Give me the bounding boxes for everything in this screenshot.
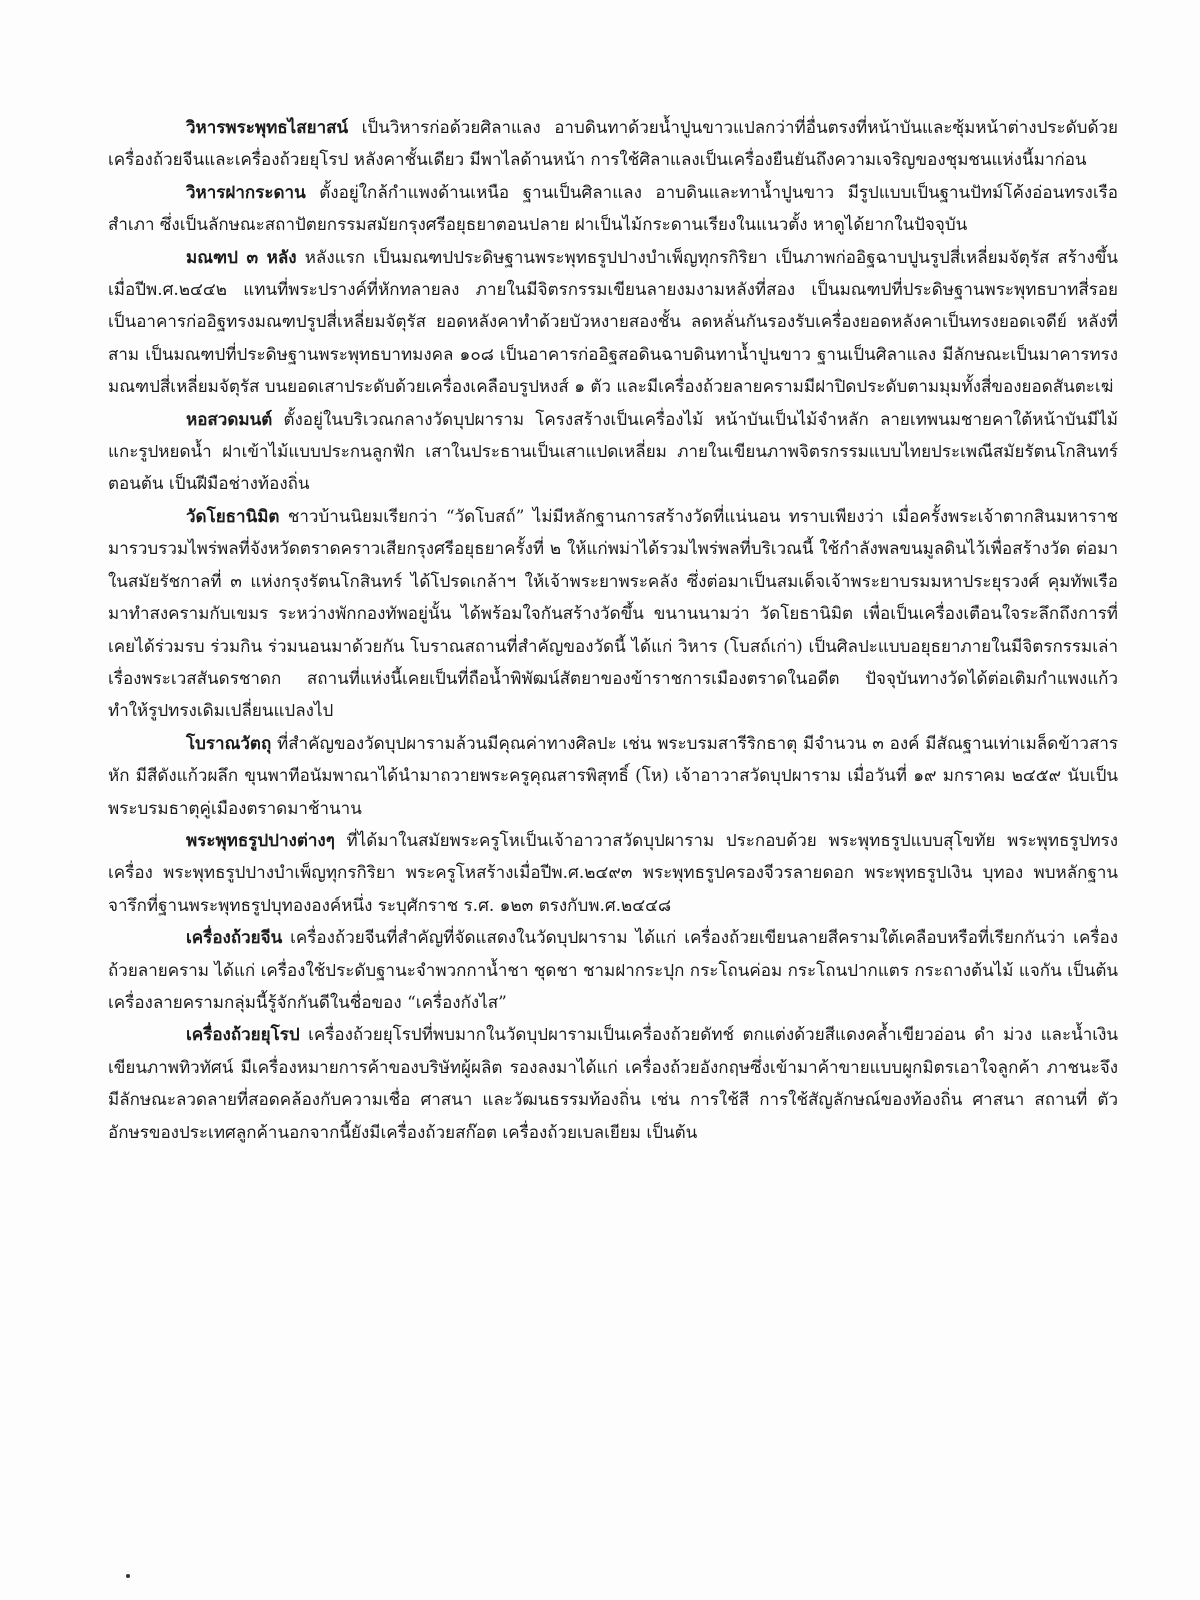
paragraph-body: ชาวบ้านนิยมเรียกว่า “วัดโบสถ์” ไม่มีหลักฐานการสร้างวัดที่แน่นอน ทราบเพียงว่า เมื่อครั้งพระเจ้าตากสินมหาราชมารวบรวมไพร่พลที่จังหวัดตราดคราวเสียกรุงศรีอยุธยาครั้งที่ ๒ ให้แก่พม่าได้รวมไพร่พลที่บริเวณนี้ ใช้กำลังพลขนมูลดินไว้เพื่อสร้างวัด ต่อมาในสมัยรัชกาลที่ ๓ แห่งกรุงรัตนโกสินทร์ ได้โปรดเกล้าฯ ให้เจ้าพระยาพระคลัง ซึ่งต่อมาเป็นสมเด็จเจ้าพระยาบรมมหาประยุรวงศ์ คุมทัพเรือมาทำสงครามกับเขมร ระหว่างพักกองทัพอยู่นั้น ได้พร้อมใจกันสร้างวัดขึ้น ขนานนามว่า วัดโยธานิมิต เพื่อเป็นเครื่องเตือนใจระลึกถึงการที่เคยได้ร่วมรบ ร่วมกิน ร่วมนอนมาด้วยกัน โบราณสถานที่สำคัญของวัดนี้ ได้แก่ วิหาร (โบสถ์เก่า) เป็นศิลปะแบบอยุธยาภายในมีจิตรกรรมเล่าเรื่องพระเวสสันดรชาดก สถานที่แห่งนี้เคยเป็นที่ถือน้ำพิพัฒน์สัตยาของข้าราชการเมืองตราดในอดีต ปัจจุบันทางวัดได้ต่อเติมกำแพงแก้ว ทำให้รูปทรงเดิมเปลี่ยนแปลงไป [108,506,1118,722]
paragraph-buddha-images [108,825,1118,922]
paragraph-body: เครื่องถ้วยจีนที่สำคัญที่จัดแสดงในวัดบุปผาราม ได้แก่ เครื่องถ้วยเขียนลายสีครามใต้เคลือบหรือที่เรียกกันว่า เครื่องถ้วยลายคราม ได้แก่ เครื่องใช้ประดับฐานะจำพวกกาน้ำชา ชุดชา ชามฝากระปุก กระโถนค่อม กระโถนปากแตร กระถางต้นไม้ แจกัน เป็นต้น เครื่องลายครามกลุ่มนี้รู้จักกันดีในชื่อของ “เครื่องกังไส” [108,928,1118,1013]
paragraph-chinese-ceramics [108,922,1118,1019]
paragraph-body: หลังแรก เป็นมณฑปประดิษฐานพระพุทธรูปปางบำเพ็ญทุกรกิริยา เป็นภาพก่ออิฐฉาบปูนรูปสี่เหลี่ยมจัตุรัส สร้างขึ้นเมื่อปีพ.ศ.๒๔๔๒ แทนที่พระปรางค์ที่หักทลายลง ภายในมีจิตรกรรมเขียนลายงมงามหลังที่สอง เป็นมณฑปที่ประดิษฐานพระพุทธบาทสี่รอย เป็นอาคารก่ออิฐทรงมณฑปรูปสี่เหลี่ยมจัตุรัส ยอดหลังคาทำด้วยบัวหงายสองชั้น ลดหลั่นกันรองรับเครื่องยอดหลังคาเป็นทรงยอดเจดีย์ หลังที่สาม เป็นมณฑปที่ประดิษฐานพระพุทธบาทมงคล ๑๐๘ เป็นอาคารก่ออิฐสอดินฉาบดินทาน้ำปูนขาว ฐานเป็นศิลาแลง มีลักษณะเป็นมาคารทรงมณฑปสี่เหลี่ยมจัตุรัส บนยอดเสาประดับด้วยเครื่องเคลือบรูปหงส์ ๑ ตัว และมีเครื่องถ้วยลายครามมีฝาปิดประดับตามมุมทั้งสี่ของยอดสันตะเฆ่ [108,247,1119,398]
paragraph-heading: โบราณวัตถุ [186,733,272,754]
paragraph-chanting-hall [108,404,1118,501]
paragraph-body: เป็นวิหารก่อด้วยศิลาแลง อาบดินทาด้วยน้ำปูนขาวแปลกว่าที่อื่นตรงที่หน้าบันและซุ้มหน้าต่างประดับด้วยเครื่องถ้วยจีนและเครื่องถ้วยยุโรป หลังคาชั้นเดียว มีพาไลด้านหน้า การใช้ศิลาแลงเป็นเครื่องยืนยันถึงความเจริญของชุมชนแห่งนี้มาก่อน [108,118,1118,171]
paragraph-antiquities [108,728,1118,825]
paragraph-body: ตั้งอยู่ใกล้กำแพงด้านเหนือ ฐานเป็นศิลาแลง อาบดินและทาน้ำปูนขาว มีรูปแบบเป็นฐานปัทม์โค้งอ่อนทรงเรือสำเภา ซึ่งเป็นลักษณะสถาปัตยกรรมสมัยกรุงศรีอยุธยาตอนปลาย ฝาเป็นไม้กระดานเรียงในแนวตั้ง หาดูได้ยากในปัจจุบัน [108,182,1118,236]
paragraph-heading: วัดโยธานิมิต [186,506,280,527]
paragraph-heading: วิหารฝากระดาน [186,182,306,203]
paragraph-heading: เครื่องถ้วยยุโรป [186,1025,300,1046]
paragraph-three-mandapas [108,242,1118,404]
paragraph-body: ที่ได้มาในสมัยพระครูโหเป็นเจ้าอาวาสวัดบุปผาราม ประกอบด้วย พระพุทธรูปแบบสุโขทัย พระพุทธรูปทรงเครื่อง พระพุทธรูปปางบำเพ็ญทุกรกิริยา พระครูโหสร้างเมื่อปีพ.ศ.๒๔๙๓ พระพุทธรูปครองจีวรลายดอก พระพุทธรูปเงิน บุทอง พบหลักฐานจารึกที่ฐานพระพุทธรูปบุทององค์หนึ่ง ระบุศักราช ร.ศ. ๑๒๓ ตรงกับพ.ศ.๒๔๔๘ [108,830,1118,916]
body-text [108,112,1118,1149]
paragraph-wat-yothanimit [108,501,1118,728]
paragraph-body: ตั้งอยู่ในบริเวณกลางวัดบุปผาราม โครงสร้างเป็นเครื่องไม้ หน้าบันเป็นไม้จำหลัก ลายเทพนมชายคาใต้หน้าบันมีไม้แกะรูปหยดน้ำ ฝาเข้าไม้แบบประกนลูกฟัก เสาในประธานเป็นเสาแปดเหลี่ยม ภายในเขียนภาพจิตรกรรมแบบไทยประเพณีสมัยรัตนโกสินทร์ตอนต้น เป็นฝีมือช่างท้องถิ่น [108,409,1118,495]
paragraph-body: ที่สำคัญของวัดบุปผารามล้วนมีคุณค่าทางศิลปะ เช่น พระบรมสารีริกธาตุ มีจำนวน ๓ องค์ มีสัณฐานเท่าเมล็ดข้าวสารหัก มีสีดังแก้วผลึก ขุนพาทีอนัมพาณาได้นำมาถวายพระครูคุณสารพิสุทธิ์ (โห) เจ้าอาวาสวัดบุปผาราม เมื่อวันที่ ๑๙ มกราคม ๒๔๕๙ นับเป็นพระบรมธาตุคู่เมืองตราดมาช้านาน [108,733,1118,819]
paragraph-vihara-plank-wall [108,177,1118,242]
paragraph-heading: เครื่องถ้วยจีน [186,928,283,949]
scan-speck [126,1574,130,1578]
paragraph-heading: วิหารพระพุทธไสยาสน์ [186,118,349,138]
paragraph-heading: หอสวดมนต์ [186,409,273,430]
paragraph-european-ceramics [108,1019,1118,1149]
paragraph-heading: มณฑป ๓ หลัง [186,247,297,268]
paragraph-vihara-reclining-buddha [108,112,1118,177]
paragraph-body: เครื่องถ้วยยุโรปที่พบมากในวัดบุปผารามเป็นเครื่องถ้วยดัทช์ ตกแต่งด้วยสีแดงคล้ำเขียวอ่อน ดำ ม่วง และน้ำเงิน เขียนภาพทิวทัศน์ มีเครื่องหมายการค้าของบริษัทผู้ผลิต รองลงมาได้แก่ เครื่องถ้วยอังกฤษซึ่งเข้ามาค้าขายแบบผูกมิตรเอาใจลูกค้า ภาชนะจึงมีลักษณะลวดลายที่สอดคล้องกับความเชื่อ ศาสนา และวัฒนธรรมท้องถิ่น เช่น การใช้สี การใช้สัญลักษณ์ของท้องถิ่น ศาสนา สถานที่ ตัวอักษรของประเทศลูกค้านอกจากนี้ยังมีเครื่องถ้วยสก๊อต เครื่องถ้วยเบลเยียม เป็นต้น [108,1025,1118,1143]
paragraph-heading: พระพุทธรูปปางต่างๆ [186,830,335,851]
